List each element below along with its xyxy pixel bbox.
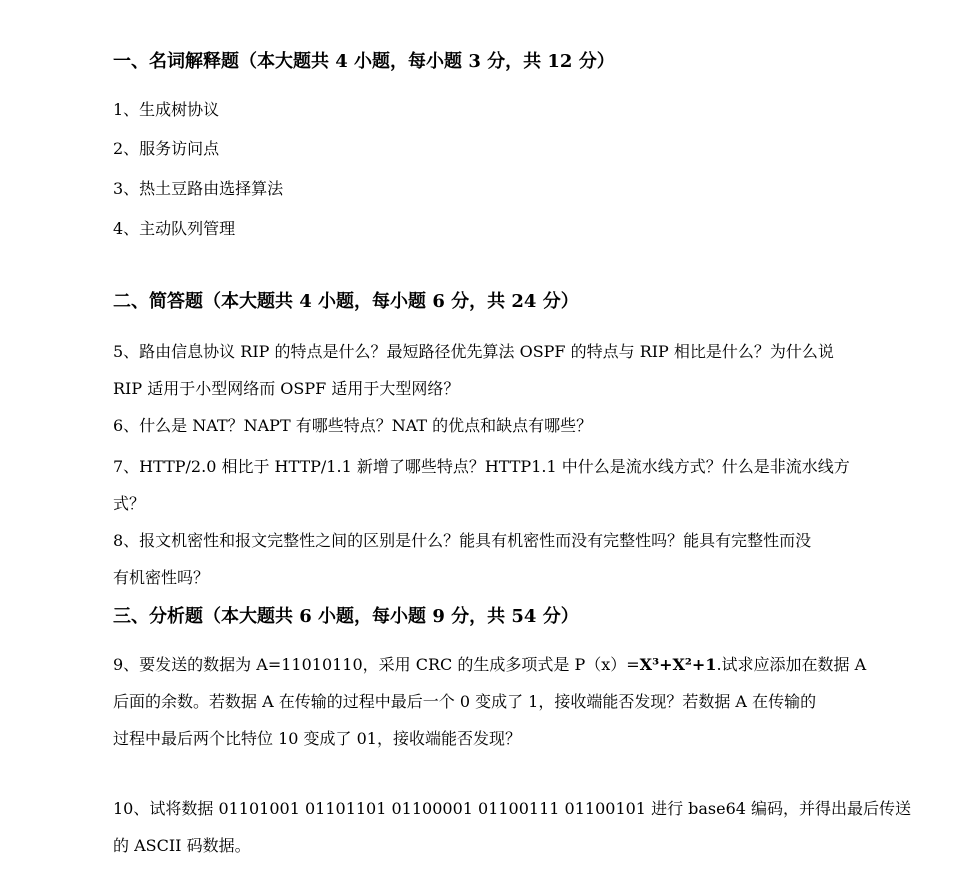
- crc-polynomial: X³+X²+1: [639, 655, 717, 674]
- question-6-line-1: 6、什么是 NAT？NAPT 有哪些特点？NAT 的优点和缺点有哪些？: [113, 416, 593, 435]
- term-item-2: 2、服务访问点: [113, 139, 220, 158]
- question-5-line-1: 5、路由信息协议 RIP 的特点是什么？最短路径优先算法 OSPF 的特点与 RIP 相比是什么？为什么说: [113, 342, 834, 361]
- question-8-line-2: 有机密性吗？: [113, 568, 210, 587]
- question-10: [113, 790, 912, 864]
- question-9-line-1-prefix: 9、要发送的数据为 A=11010110，采用 CRC 的生成多项式是 P（x）=: [113, 655, 640, 674]
- question-10-line-1: 10、试将数据 01101001 01101101 01100001 01100111 01100101 进行 base64 编码，并得出最后传送: [113, 799, 912, 818]
- question-7: [113, 448, 870, 522]
- question-8-line-1: 8、报文机密性和报文完整性之间的区别是什么？能具有机密性而没有完整性吗？能具有完整性而没: [113, 531, 812, 550]
- section-3-heading: 三、分析题（本大题共 6 小题，每小题 9 分，共 54 分）: [113, 606, 579, 627]
- question-5: [113, 333, 870, 407]
- question-9-line-2: 后面的余数。若数据 A 在传输的过程中最后一个 0 变成了 1，接收端能否发现？若数据 A 在传输的: [113, 692, 817, 711]
- question-9-line-1: [113, 646, 870, 683]
- term-item-3: 3、热土豆路由选择算法: [113, 179, 284, 198]
- question-8: [113, 522, 870, 596]
- question-7-line-1: 7、HTTP/2.0 相比于 HTTP/1.1 新增了哪些特点？HTTP1.1 中什么是流水线方式？什么是非流水线方: [113, 457, 850, 476]
- question-9-line-1-suffix: .试求应添加在数据 A: [716, 655, 867, 674]
- question-9: [113, 646, 870, 757]
- term-item-4: 4、主动队列管理: [113, 219, 236, 238]
- question-10-line-2: 的 ASCII 码数据。: [113, 836, 251, 855]
- question-9-line-3: 过程中最后两个比特位 10 变成了 01，接收端能否发现？: [113, 729, 521, 748]
- term-item-1: 1、生成树协议: [113, 100, 220, 119]
- question-7-line-2: 式？: [113, 494, 146, 513]
- question-6: [113, 407, 870, 444]
- question-5-line-2: RIP 适用于小型网络而 OSPF 适用于大型网络？: [113, 379, 460, 398]
- section-1-heading: 一、名词解释题（本大题共 4 小题，每小题 3 分，共 12 分）: [113, 51, 615, 72]
- section-2-heading: 二、简答题（本大题共 4 小题，每小题 6 分，共 24 分）: [113, 291, 579, 312]
